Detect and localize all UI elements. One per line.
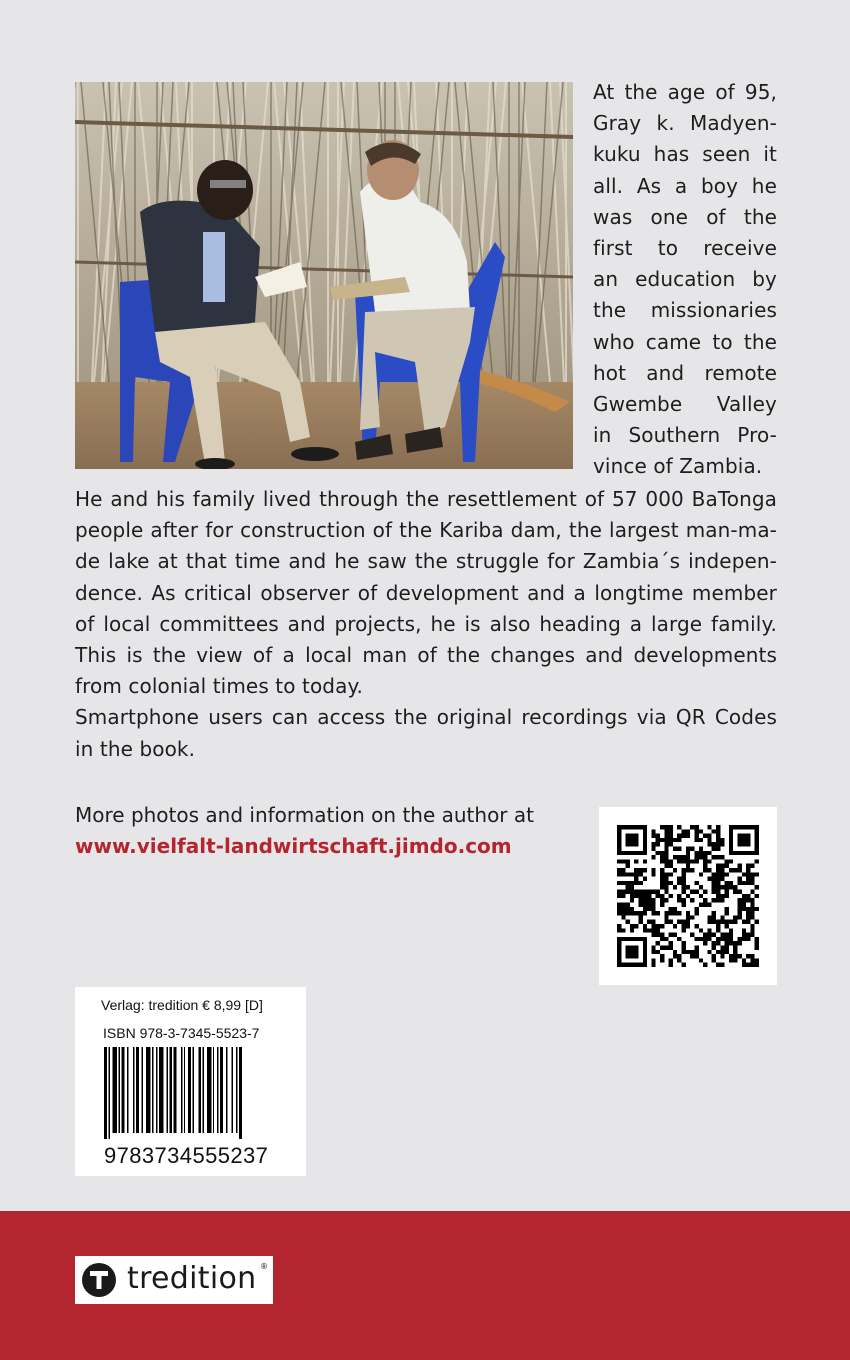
logo-wordmark: tredition	[127, 1261, 257, 1296]
blurb-body-line: This is the view of a local man of the changes and developments	[75, 643, 777, 667]
author-info-text: More photos and information on the author at	[75, 803, 534, 827]
blurb-body-line: of local committees and projects, he is also heading a large family.	[75, 611, 777, 636]
publisher-logo	[75, 1256, 273, 1304]
barcode-icon	[104, 1047, 278, 1139]
blurb-side-line: first to receive	[593, 236, 777, 260]
blurb-side-line: an education by	[593, 267, 777, 292]
blurb-side-line: all. As a boy he	[593, 173, 777, 198]
blurb-side-line: who came to the	[593, 329, 777, 354]
blurb-side-line: vince of Zambia.	[593, 454, 763, 479]
blurb-body-line: in the book.	[75, 736, 196, 761]
blurb-body-line: He and his family lived through the resettlement of 57 000 BaTonga	[75, 487, 777, 511]
barcode-number: 9783734555237	[104, 1143, 269, 1168]
blurb-body-line: people after for construction of the Kariba dam, the largest man-ma-	[75, 518, 777, 543]
blurb-side-line: was one of the	[593, 204, 777, 229]
blurb-side-line: Gwembe Valley	[593, 392, 777, 416]
blurb-side-line: kuku has seen it	[593, 142, 777, 167]
cover-photo	[75, 82, 573, 469]
blurb-body-line: Smartphone users can access the original recordings via QR Codes	[75, 705, 777, 730]
blurb-body-line: de lake at that time and he saw the struggle for Zambia´s indepen-	[75, 549, 777, 574]
blurb-side-line: Gray k. Madyen-	[593, 111, 777, 136]
blurb-side-line: in Southern Pro-	[593, 423, 777, 448]
registered-mark: ®	[260, 1262, 268, 1271]
blurb-body-line: dence. As critical observer of development and a longtime member	[75, 580, 777, 605]
isbn-label: ISBN 978-3-7345-5523-7	[103, 1025, 260, 1041]
publisher-price: Verlag: tredition € 8,99 [D]	[101, 997, 263, 1013]
blurb-body-line: from colonial times to today.	[75, 674, 363, 699]
tredition-logo-icon	[81, 1262, 117, 1298]
isbn-barcode-box	[75, 987, 306, 1176]
blurb-side-line: hot and remote	[593, 360, 777, 385]
blurb-side-line: the missionaries	[593, 298, 777, 323]
qr-code-icon	[599, 807, 777, 985]
blurb-side-line: At the age of 95,	[593, 80, 777, 104]
author-website-link[interactable]: www.vielfalt-landwirtschaft.jimdo.com	[75, 834, 512, 858]
